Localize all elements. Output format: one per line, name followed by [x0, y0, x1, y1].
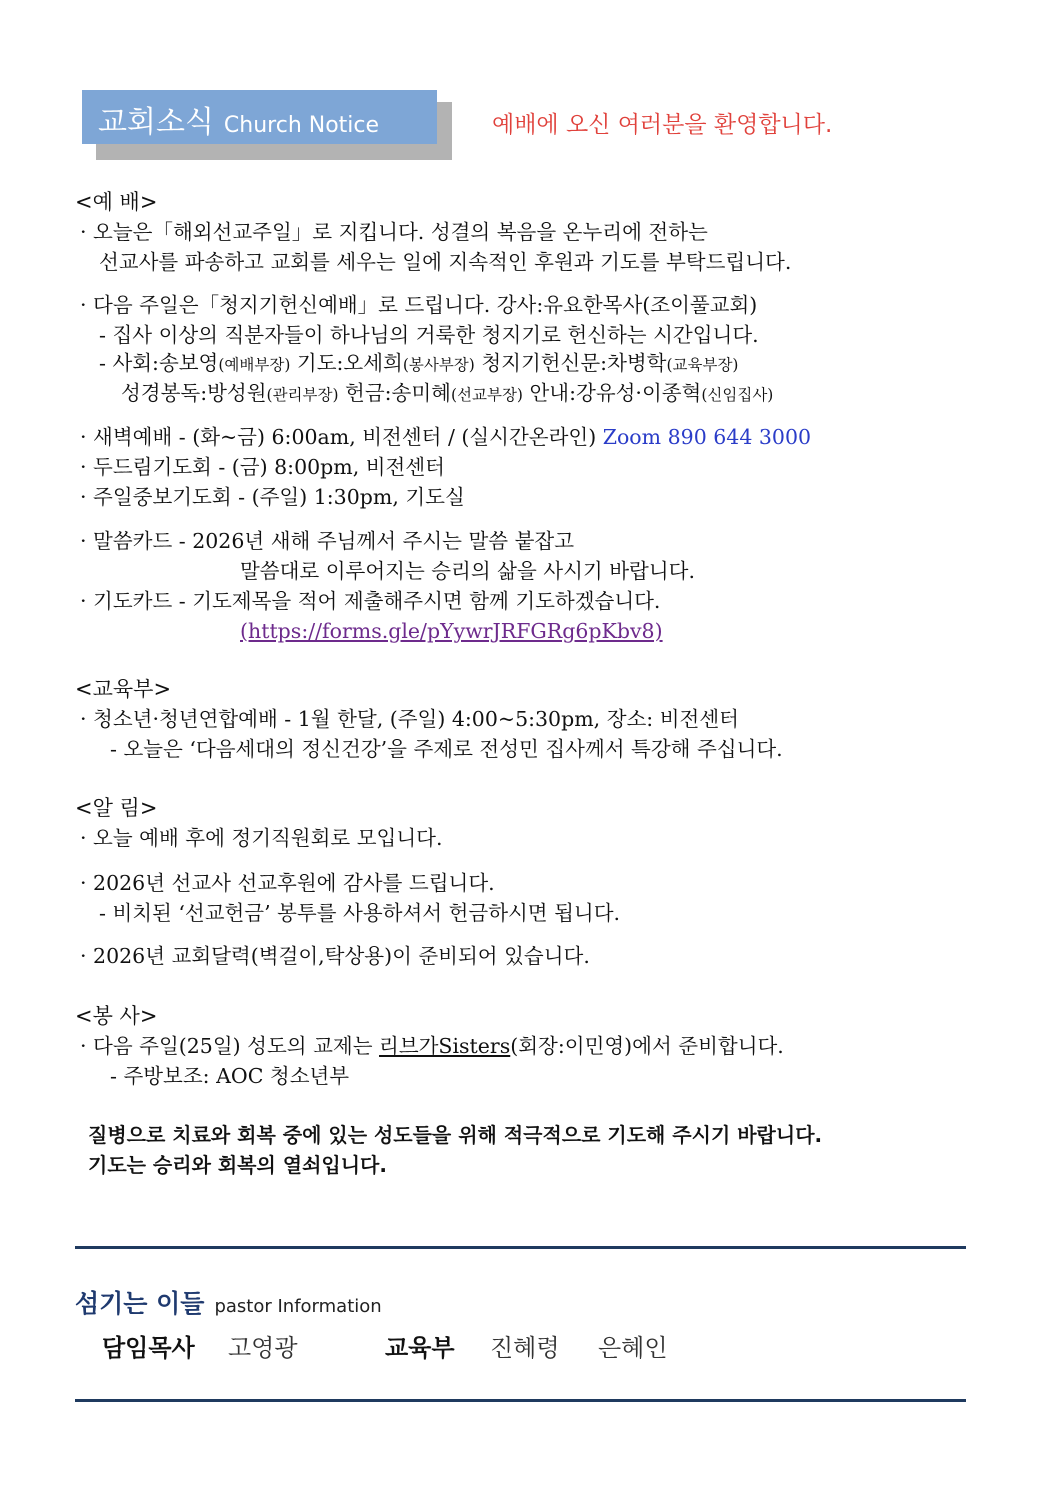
service-heading: <봉 사>: [75, 1004, 158, 1028]
prayer-card-link[interactable]: (https://forms.gle/pYywrJRFGRg6pKbv8): [240, 619, 663, 643]
education-staff-label: 교육부: [385, 1334, 455, 1362]
worship-heading: <예 배>: [75, 190, 158, 214]
service-line-pre: · 다음 주일(25일) 성도의 교제는: [80, 1034, 380, 1058]
header-title-en: Church Notice: [223, 113, 380, 138]
role-usher-title: (신임집사): [701, 386, 774, 404]
prayer-meeting-line: · 두드림기도회 - (금) 8:00pm, 비전센터: [80, 455, 445, 479]
zoom-id[interactable]: Zoom 890 644 3000: [602, 425, 812, 449]
role-usher: 안내:강유성·이종혁: [522, 381, 702, 405]
education-staff-name-1: 진혜령: [490, 1334, 560, 1362]
footer-bottom-divider: [75, 1399, 966, 1402]
notice-line-3: - 비치된 ‘선교헌금’ 봉투를 사용하셔서 헌금하시면 됩니다.: [99, 901, 621, 925]
senior-pastor-name: 고영광: [228, 1334, 298, 1362]
notice-line-2: · 2026년 선교사 선교후원에 감사를 드립니다.: [80, 871, 495, 895]
service-group-name: 리브가Sisters: [379, 1034, 511, 1058]
notice-heading: <알 림>: [75, 796, 158, 820]
prayer-card-line: · 기도카드 - 기도제목을 적어 제출해주시면 함께 기도하겠습니다.: [80, 589, 661, 613]
footer-title-en: pastor Information: [214, 1296, 382, 1317]
role-scripture-title: (관리부장): [266, 386, 339, 404]
worship-roles-2: [121, 381, 773, 406]
worship-line-1: · 오늘은「해외선교주일」로 지킵니다. 성결의 복음을 온누리에 전하는: [80, 220, 708, 244]
footer-title: [75, 1284, 382, 1320]
word-card-line-2: 말씀대로 이루어지는 승리의 삶을 사시기 바랍니다.: [240, 559, 695, 583]
service-line: [80, 1034, 784, 1059]
dawn-service-text: · 새벽예배 - (화~금) 6:00am, 비전센터 / (실시간온라인): [80, 425, 603, 449]
role-prayer-title: (봉사부장): [402, 356, 475, 374]
intercession-line: · 주일중보기도회 - (주일) 1:30pm, 기도실: [80, 485, 465, 509]
service-sub-line: - 주방보조: AOC 청소년부: [110, 1064, 350, 1088]
header-banner: [82, 90, 437, 144]
word-card-line-1: · 말씀카드 - 2026년 새해 주님께서 주시는 말씀 붙잡고: [80, 529, 575, 553]
role-pledge-title: (교육부장): [666, 356, 739, 374]
role-prayer: 기도:오세희: [290, 351, 403, 375]
footer-title-ko: 섬기는 이들: [75, 1289, 205, 1318]
role-host: - 사회:송보영: [99, 351, 219, 375]
dawn-service-line: [80, 425, 811, 450]
education-line-2: - 오늘은 ‘다음세대의 정신건강’을 주제로 전성민 집사께서 특강해 주십니다.: [110, 737, 783, 761]
notice-line-4: · 2026년 교회달력(벽걸이,탁상용)이 준비되어 있습니다.: [80, 944, 590, 968]
role-host-title: (예배부장): [218, 356, 291, 374]
role-offering: 헌금:송미혜: [338, 381, 451, 405]
prayer-request-line-1: 질병으로 치료와 회복 중에 있는 성도들을 위해 적극적으로 기도해 주시기 바랍니다.: [88, 1123, 823, 1147]
role-scripture: 성경봉독:방성원: [121, 381, 267, 405]
service-line-post: (회장:이민영)에서 준비합니다.: [510, 1034, 784, 1058]
education-line-1: · 청소년·청년연합예배 - 1월 한달, (주일) 4:00~5:30pm, 장소: 비전센터: [80, 707, 739, 731]
welcome-message: 예배에 오신 여러분을 환영합니다.: [492, 112, 833, 138]
role-offering-title: (선교부장): [450, 386, 523, 404]
education-staff-name-2: 은혜인: [598, 1334, 668, 1362]
role-pledge: 청지기헌신문:차병학: [474, 351, 667, 375]
worship-roles-1: [99, 351, 738, 376]
education-heading: <교육부>: [75, 677, 172, 701]
header-title-ko: 교회소식: [98, 105, 214, 140]
prayer-request-line-2: 기도는 승리와 회복의 열쇠입니다.: [88, 1153, 387, 1177]
worship-line-2: 선교사를 파송하고 교회를 세우는 일에 지속적인 후원과 기도를 부탁드립니다.: [99, 250, 792, 274]
worship-line-4: - 집사 이상의 직분자들이 하나님의 거룩한 청지기로 헌신하는 시간입니다.: [99, 323, 759, 347]
senior-pastor-label: 담임목사: [102, 1334, 195, 1362]
worship-line-3: · 다음 주일은「청지기헌신예배」로 드립니다. 강사:유요한목사(조이풀교회): [80, 293, 758, 317]
footer-top-divider: [75, 1246, 966, 1249]
notice-line-1: · 오늘 예배 후에 정기직원회로 모입니다.: [80, 826, 443, 850]
